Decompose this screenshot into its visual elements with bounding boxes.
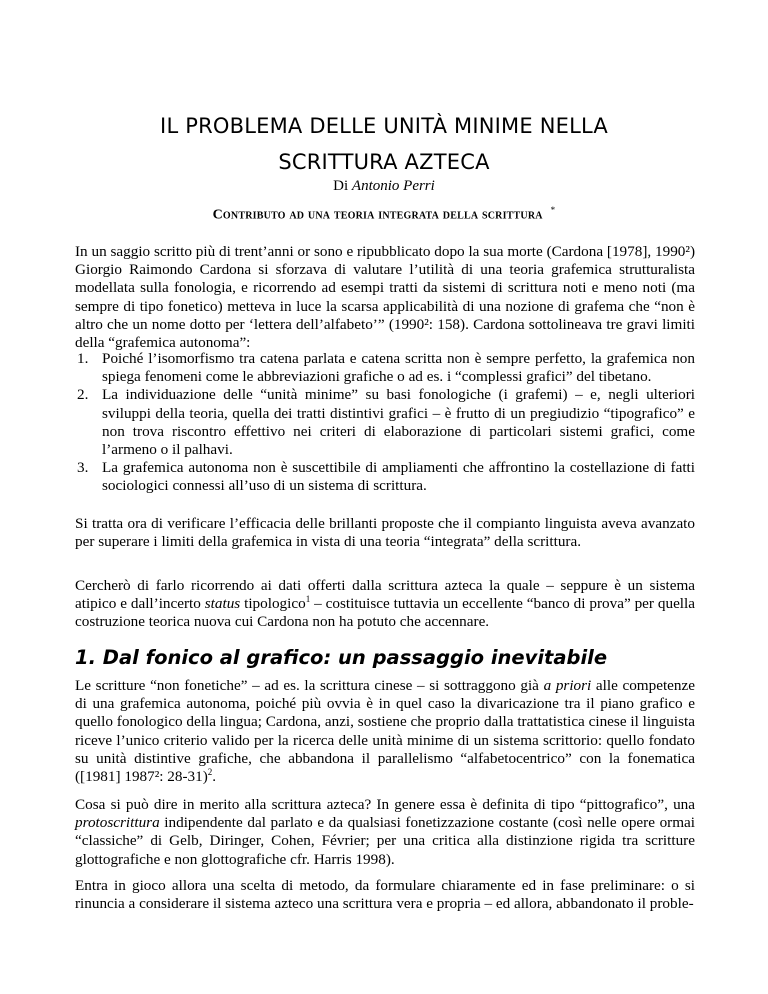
text-run: Cosa si può dire in merito alla scrittura azteca? In genere essa è definita di tipo “pittografico”, una: [75, 796, 695, 813]
limits-list: [75, 350, 695, 496]
paragraph-3: [75, 577, 695, 632]
text-run: – costituisce tuttavia un eccellente “banco di prova” per quella costruzione teorica nuova cui Cardona non ha potuto che accennare.: [75, 595, 695, 631]
text-run: Cercherò di farlo ricorrendo ai dati offerti dalla scrittura azteca la quale – seppure è un sistema atipico e dall’incerto: [75, 577, 695, 613]
title-line-1: IL PROBLEMA DELLE UNITÀ MINIME NELLA: [160, 114, 608, 138]
paragraph-5-block: [75, 796, 695, 869]
title-line-2: SCRITTURA AZTECA: [278, 150, 490, 174]
list-item: [75, 386, 695, 459]
text-run: indipendente dal parlato e da qualsiasi fonetizzazione costante (così nelle opere ormai “classiche” di Gelb, Diringer, Cohen, Février; per una critica alla distinzione rigida tra scritture glottografiche e non glottografiche cfr. Harris 1998).: [75, 814, 695, 868]
text-run: .: [212, 768, 217, 786]
paragraph-1: In un saggio scritto più di trent’anni or sono e ripubblicato dopo la sua morte (Cardona [1978], 1990²) Giorgio Raimondo Cardona si sforzava di valutare l’utilità di una teoria grafemica strutturalista modellata sulla fonologia, e ricorrendo ad esempi tratti da sistemi di scrittura noti e meno noti (ma sempre di tipo fonetico) metteva in luce la scarsa applicabilità di una nozione di grafema che “non è altro che un nome dotto per ‘lettera dell’alfabeto’” (1990²: 158). Cardona sottolineava tre gravi limiti della “grafemica autonoma”:: [75, 243, 695, 352]
footnote-ref: 1: [305, 594, 311, 605]
paragraph-2: Si tratta ora di verificare l’efficacia delle brillanti proposte che il compianto linguista aveva avanzato per superare i limiti della grafemica in vista di una teoria “integrata” della scrittura.: [75, 515, 695, 551]
subtitle: [0, 205, 768, 224]
paragraph-3-block: [75, 577, 695, 632]
list-item: [75, 459, 695, 495]
list-item: [75, 350, 695, 386]
paragraph-6-block: [75, 877, 695, 913]
list-text: Poiché l’isomorfismo tra catena parlata e catena scritta non è sempre perfetto, la grafemica non spiega fenomeni come le abbreviazioni grafiche o ad es. i “complessi grafici” del tibetano.: [102, 350, 695, 386]
list-number: 2.: [77, 386, 89, 404]
paragraph-6: Entra in gioco allora una scelta di metodo, da formulare chiaramente ed in fase preliminare: o si rinuncia a considerare il sistema azteco una scrittura vera e propria – ed allora, abbandonato il proble-: [75, 877, 695, 913]
byline-prefix: Di: [333, 178, 349, 194]
list-text: La individuazione delle “unità minime” su basi fonologiche (i grafemi) – e, negli ulteriori sviluppi della teoria, quella dei tratti distintivi grafici – è frutto di un pregiudizio “tipografico” e non trova riscontro effettivo nei criteri di elaborazione di particolari sistemi grafici, come l’armeno o il palhavi.: [102, 386, 695, 459]
author-name: Antonio Perri: [351, 178, 435, 194]
paragraph-4: [75, 677, 695, 786]
list-text: La grafemica autonoma non è suscettibile di ampliamenti che affrontino la costellazione di fatti sociologici connessi all’uso di un sistema di scrittura.: [102, 459, 695, 495]
text-run: alle competenze di una grafemica autonoma, poiché più ovvia è in quel caso la divaricazione tra il piano grafico e quello fonologico della lingua; Cardona, anzi, sostiene che proprio dalla trattatistica cinese il linguista riceve l’unico criterio valido per la ricerca delle unità minime di un sistema scrittorio: quello fondato su unità distintive grafiche, che abbandona il parallelismo “alfabetocentrico” con la fonematica ([1981] 1987²: 28-31): [75, 677, 695, 786]
italic-term: status: [204, 595, 241, 613]
byline: [0, 178, 768, 195]
text-run: tipologico: [240, 595, 306, 613]
paragraph-intro: [75, 243, 695, 352]
section-heading: 1. Dal fonico al grafico: un passaggio inevitabile: [75, 646, 608, 669]
list-number: 1.: [77, 350, 89, 367]
paragraph-2-block: [75, 515, 695, 551]
italic-term: protoscrittura: [75, 814, 160, 832]
list-number: 3.: [77, 459, 89, 477]
paragraph-5: [75, 796, 695, 869]
italic-term: a priori: [543, 677, 592, 694]
footnote-mark: *: [550, 205, 556, 215]
subtitle-text: Contributo ad una teoria integrata della scrittura: [212, 207, 543, 223]
paragraph-4-block: [75, 677, 695, 786]
footnote-ref: 2: [207, 766, 213, 777]
text-run: Le scritture “non fonetiche” – ad es. la scrittura cinese – si sottraggono già: [75, 677, 544, 694]
